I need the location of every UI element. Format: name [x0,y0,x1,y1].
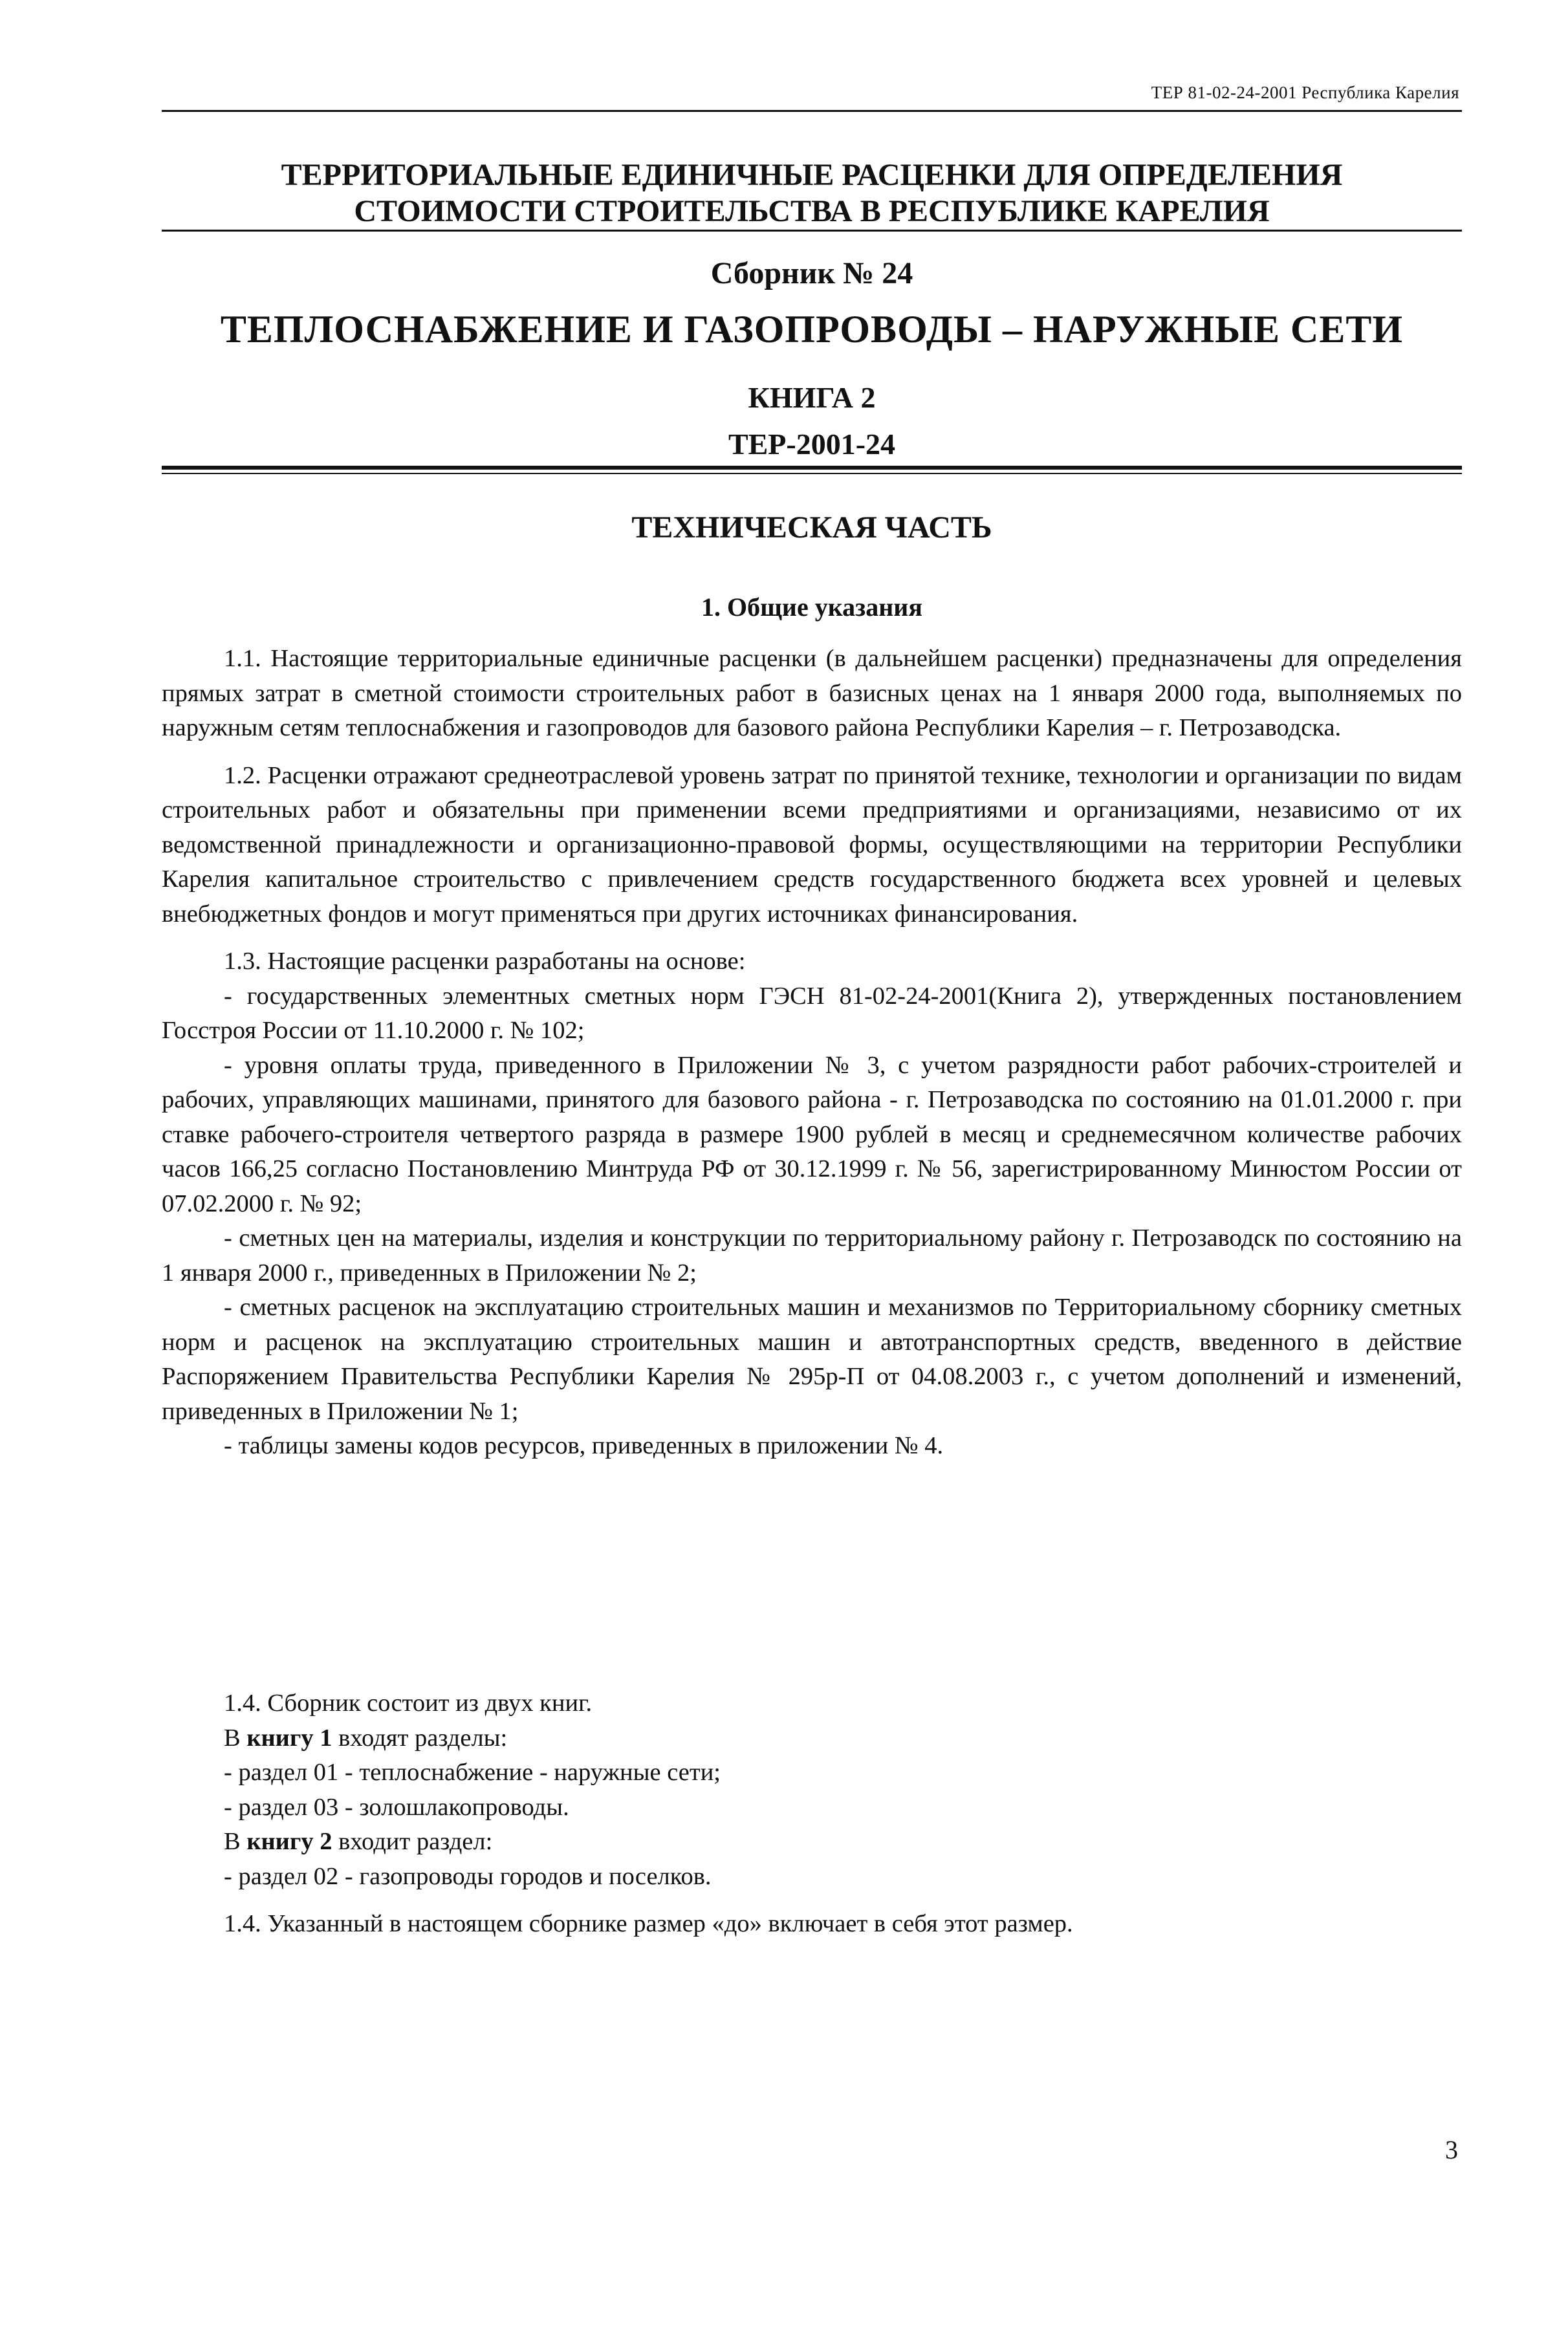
paragraph-1-3-intro: 1.3. Настоящие расценки разработаны на основе: [224,948,746,975]
book-2-line [162,1825,1462,1860]
paragraph-1-3-item-e: - таблицы замены кодов ресурсов, приведенных в приложении № 4. [224,1432,944,1459]
book-1-item-1: - раздел 01 - теплоснабжение - наружные сети; [224,1759,721,1786]
main-title-line-1: ТЕРРИТОРИАЛЬНЫЕ ЕДИНИЧНЫЕ РАСЦЕНКИ ДЛЯ ОПРЕДЕЛЕНИЯ [281,158,1343,192]
book-2-prefix: В [224,1828,247,1855]
running-header: ТЕР 81-02-24-2001 Республика Карелия [1151,83,1459,102]
document-code: ТЕР-2001-24 [728,428,896,461]
book-1-bold: книгу 1 [246,1724,332,1752]
size-note: 1.4. Указанный в настоящем сборнике размер «до» включает в себя этот размер. [224,1910,1073,1937]
technical-part-heading: ТЕХНИЧЕСКАЯ ЧАСТЬ [631,510,992,545]
paragraph-1-2: 1.2. Расценки отражают среднеотраслевой уровень затрат по принятой технике, технологии и организации по видам строительных работ и обязательны при применении всеми предприятиями и организациями, независимо от их ведомственной принадлежности и организационно-правовой формы, осуществляющими на территории Республики Карелия капитальное строительство с привлечением средств государственного бюджета всех уровней и целевых внебюджетных фондов и могут применяться при других источниках финансирования. [162,761,1462,928]
book-1-suffix: входят разделы: [332,1724,508,1752]
paragraph-1-3-item-b: - уровня оплаты труда, приведенного в Приложении № 3, с учетом разрядности работ рабочих-строителей и рабочих, управляющих машинами, принятого для базового района - г. Петрозаводска по состоянию на 01.01.2000 г. при ставке рабочего-строителя четвертого разряда в размере 1900 рублей в месяц и среднемесячном количестве рабочих часов 166,25 согласно Постановлению Минтруда РФ от 30.12.1999 г. № 56, зарегистрированному Минюстом России от 07.02.2000 г. № 92; [162,1051,1462,1217]
composition-list [162,1686,1462,1942]
section-title: ТЕПЛОСНАБЖЕНИЕ И ГАЗОПРОВОДЫ – НАРУЖНЫЕ СЕТИ [220,308,1404,351]
book-1-item-2: - раздел 03 - золошлакопроводы. [224,1793,569,1821]
paragraph-1-3-item-d: - сметных расценок на эксплуатацию строительных машин и механизмов по Территориальному сборнику сметных норм и расценок на эксплуатацию строительных машин и автотранспортных средств, введенного в действие Распоряжением Правительства Республики Карелия № 295р-П от 04.08.2003 г., с учетом дополнений и изменений, приведенных в Приложении № 1; [162,1294,1462,1425]
paragraph-1-1: 1.1. Настоящие территориальные единичные расценки (в дальнейшем расценки) предназначены для определения прямых затрат в сметной стоимости строительных работ в базисных ценах на 1 января 2000 года, выполняемых по наружным сетям теплоснабжения и газопроводов для базового района Республики Карелия – г. Петрозаводска. [162,645,1462,741]
book-1-line [162,1721,1462,1756]
title-rule [162,230,1462,232]
page-number: 3 [1445,2135,1458,2164]
main-title [162,157,1462,230]
header-rule [162,110,1462,112]
collection-number: Сборник № 24 [710,256,913,290]
general-instructions-heading: 1. Общие указания [701,592,922,622]
book-2-item-1: - раздел 02 - газопроводы городов и поселков. [224,1862,712,1890]
book-2-bold: книгу 2 [246,1828,332,1855]
main-title-line-2: СТОИМОСТИ СТРОИТЕЛЬСТВА В РЕСПУБЛИКЕ КАРЕЛИЯ [354,194,1270,228]
book-2-suffix: входит раздел: [332,1828,493,1855]
book-1-prefix: В [224,1724,247,1752]
double-rule-top [162,466,1462,470]
body-text [162,642,1462,1464]
double-rule-bottom [162,473,1462,474]
composition-intro: 1.4. Сборник состоит из двух книг. [224,1690,593,1717]
paragraph-1-3-item-c: - сметных цен на материалы, изделия и конструкции по территориальному району г. Петрозаводск по состоянию на 1 января 2000 г., приведенных в Приложении № 2; [162,1224,1462,1287]
paragraph-1-3-item-a: - государственных элементных сметных норм ГЭСН 81-02-24-2001(Книга 2), утвержденных постановлением Госстроя России от 11.10.2000 г. № 102; [162,982,1462,1044]
book-label: КНИГА 2 [748,381,876,414]
